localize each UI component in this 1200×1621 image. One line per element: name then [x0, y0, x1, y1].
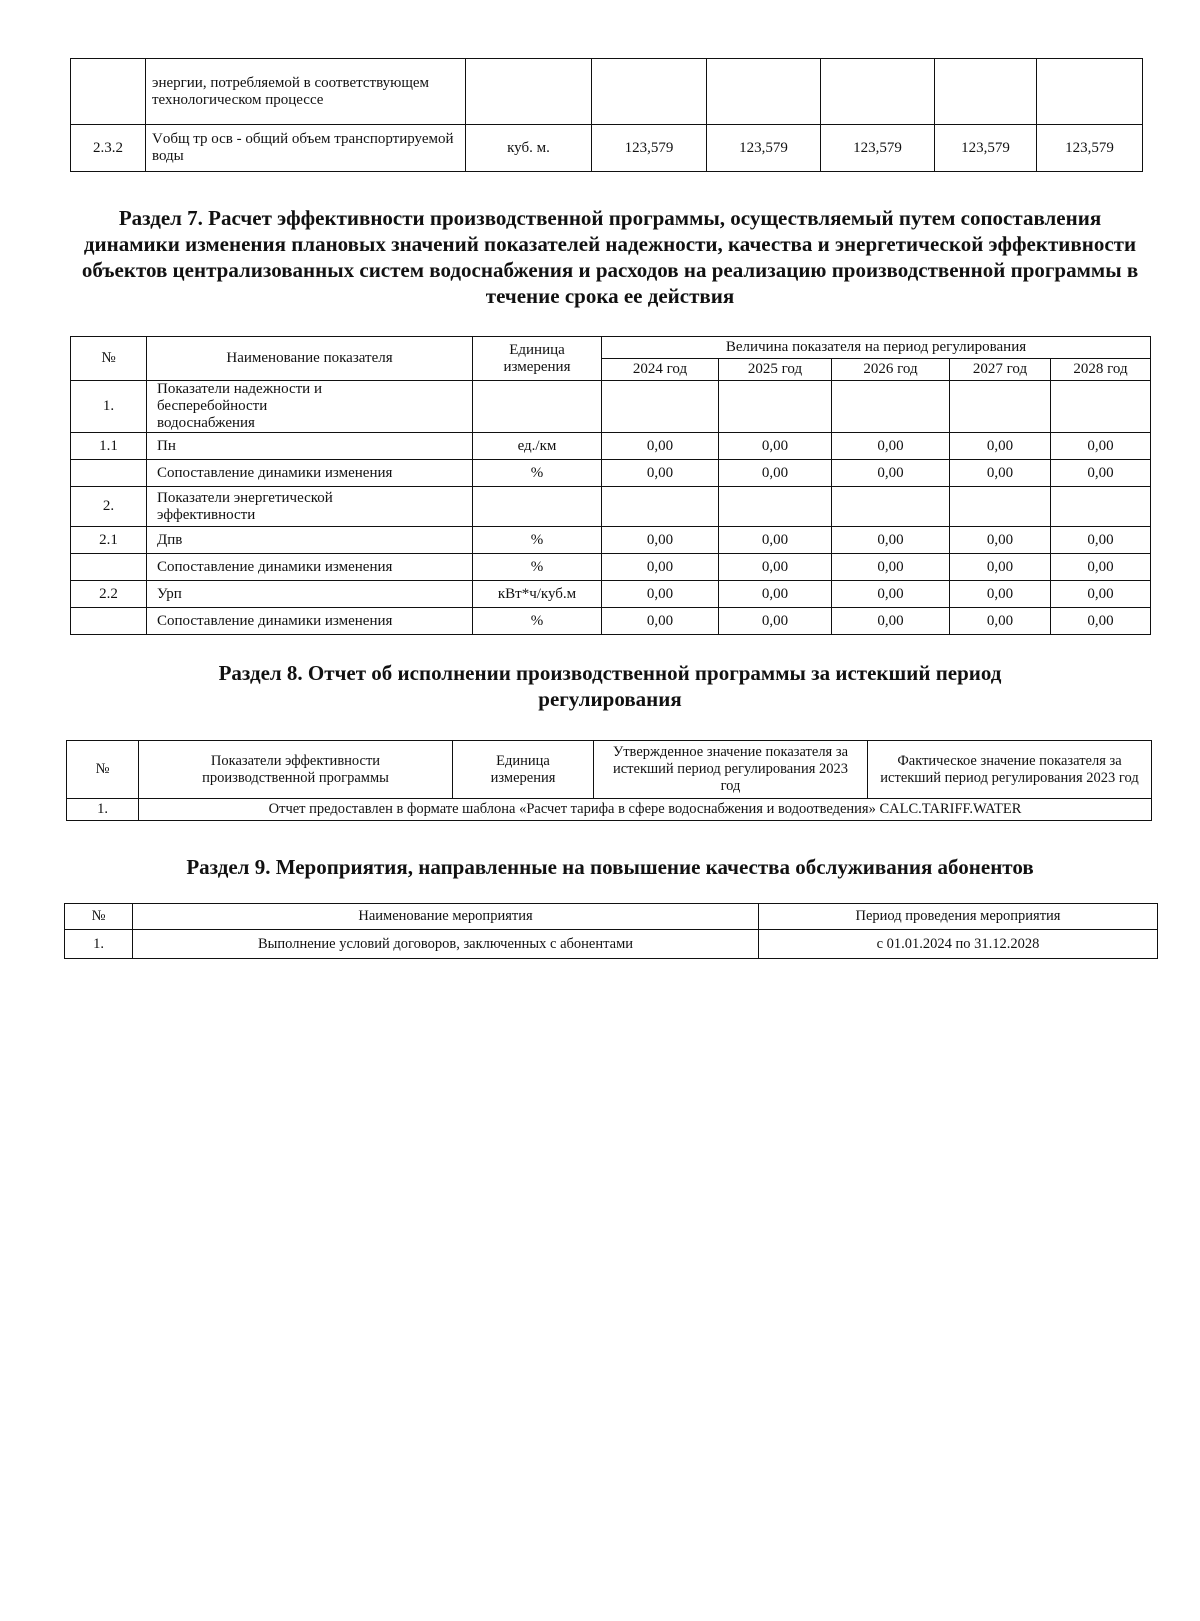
row-number: 1. [67, 799, 139, 821]
row-value: 123,579 [935, 125, 1037, 172]
row-name: Сопоставление динамики изменения [147, 460, 473, 487]
row-value [602, 487, 719, 527]
table-row [71, 125, 1143, 172]
row-value: 0,00 [602, 527, 719, 554]
table-row [71, 460, 1151, 487]
table-row [71, 608, 1151, 635]
col-header-unit: Единица измерения [473, 337, 602, 381]
section-7-table [70, 336, 1151, 635]
row-number: 2. [71, 487, 147, 527]
row-value: 0,00 [1051, 608, 1151, 635]
row-value: 123,579 [592, 125, 707, 172]
col-header-num: № [65, 904, 133, 930]
section-9-table [64, 903, 1158, 959]
continuation-table [70, 58, 1143, 172]
row-name: Пн [147, 433, 473, 460]
row-value: 0,00 [719, 581, 832, 608]
col-header-name: Наименование мероприятия [133, 904, 759, 930]
table-row [65, 930, 1158, 959]
section-7-title: Раздел 7. Расчет эффективности производственной программы, осуществляемый путем сопоставления динамики изменения плановых значений показателей надежности, качества и энергетической эффективности объектов централизованных систем водоснабжения и расходов на реализацию производственной программы в течение срока ее действия [81, 206, 1139, 308]
section-8-title: Раздел 8. Отчет об исполнении производственной программы за истекший период регулирования [218, 661, 1002, 711]
row-value: 0,00 [719, 554, 832, 581]
col-header-unit: Единица измерения [453, 741, 594, 799]
table-row [71, 527, 1151, 554]
row-value [1051, 487, 1151, 527]
row-value [821, 59, 935, 125]
row-number: 1. [65, 930, 133, 959]
col-header-period: Величина показателя на период регулирования [602, 337, 1151, 359]
col-header-name: Показатели эффективности производственной программы [139, 741, 453, 799]
row-unit: % [473, 608, 602, 635]
row-name: Дпв [147, 527, 473, 554]
table-row [71, 487, 1151, 527]
row-value: 0,00 [832, 554, 950, 581]
row-value: 0,00 [1051, 433, 1151, 460]
row-value: 0,00 [719, 527, 832, 554]
col-header-year: 2028 год [1051, 359, 1151, 381]
row-value: 0,00 [832, 608, 950, 635]
col-header-year: 2024 год [602, 359, 719, 381]
row-value: 0,00 [1051, 460, 1151, 487]
col-header-name: Наименование показателя [147, 337, 473, 381]
row-unit: % [473, 527, 602, 554]
row-value: 123,579 [821, 125, 935, 172]
row-value [719, 487, 832, 527]
row-name: Выполнение условий договоров, заключенных с абонентами [133, 930, 759, 959]
col-header-actual: Фактическое значение показателя за истекший период регулирования 2023 год [868, 741, 1152, 799]
row-value: 0,00 [832, 527, 950, 554]
row-value [1051, 381, 1151, 433]
table-row [71, 433, 1151, 460]
col-header-num: № [71, 337, 147, 381]
row-unit: кВт*ч/куб.м [473, 581, 602, 608]
row-value [719, 381, 832, 433]
row-name: Показатели энергетической эффективности [147, 487, 473, 527]
row-unit [466, 59, 592, 125]
row-value: 0,00 [950, 460, 1051, 487]
row-number: 1.1 [71, 433, 147, 460]
table-row [71, 554, 1151, 581]
row-name: Сопоставление динамики изменения [147, 554, 473, 581]
row-value [707, 59, 821, 125]
table-row [71, 381, 1151, 433]
report-note: Отчет предоставлен в формате шаблона «Расчет тарифа в сфере водоснабжения и водоотведения» CALC.TARIFF.WATER [139, 799, 1152, 821]
row-number [71, 554, 147, 581]
row-value [950, 381, 1051, 433]
row-value: 0,00 [602, 433, 719, 460]
col-header-num: № [67, 741, 139, 799]
header-row [67, 741, 1152, 799]
row-name: энергии, потребляемой в соответствующем технологическом процессе [146, 59, 466, 125]
row-number [71, 59, 146, 125]
row-period: с 01.01.2024 по 31.12.2028 [759, 930, 1158, 959]
row-number: 2.1 [71, 527, 147, 554]
row-value: 0,00 [602, 554, 719, 581]
row-value: 0,00 [1051, 527, 1151, 554]
row-number: 1. [71, 381, 147, 433]
table-row [67, 799, 1152, 821]
row-value: 0,00 [950, 581, 1051, 608]
col-header-year: 2025 год [719, 359, 832, 381]
row-value: 0,00 [832, 581, 950, 608]
row-value [935, 59, 1037, 125]
row-value: 0,00 [719, 433, 832, 460]
row-name: Vобщ тр осв - общий объем транспортируемой воды [146, 125, 466, 172]
row-value [592, 59, 707, 125]
row-value: 123,579 [1037, 125, 1143, 172]
row-value: 0,00 [832, 433, 950, 460]
section-9-title: Раздел 9. Мероприятия, направленные на повышение качества обслуживания абонентов [186, 855, 1034, 879]
row-unit: % [473, 554, 602, 581]
row-number: 2.2 [71, 581, 147, 608]
row-value: 0,00 [602, 608, 719, 635]
row-unit [473, 381, 602, 433]
row-number [71, 608, 147, 635]
row-value: 0,00 [602, 460, 719, 487]
row-number [71, 460, 147, 487]
col-header-year: 2026 год [832, 359, 950, 381]
section-8-table [66, 740, 1152, 821]
table-row [71, 59, 1143, 125]
header-row [65, 904, 1158, 930]
col-header-period: Период проведения мероприятия [759, 904, 1158, 930]
row-name: Сопоставление динамики изменения [147, 608, 473, 635]
row-value [602, 381, 719, 433]
row-number: 2.3.2 [71, 125, 146, 172]
row-unit [473, 487, 602, 527]
row-value: 0,00 [950, 433, 1051, 460]
table-row [71, 581, 1151, 608]
row-value: 0,00 [719, 608, 832, 635]
row-unit: куб. м. [466, 125, 592, 172]
row-value [1037, 59, 1143, 125]
row-value [832, 381, 950, 433]
row-value: 0,00 [832, 460, 950, 487]
row-value: 0,00 [719, 460, 832, 487]
row-value [950, 487, 1051, 527]
row-value: 0,00 [602, 581, 719, 608]
col-header-approved: Утвержденное значение показателя за истекший период регулирования 2023 год [594, 741, 868, 799]
row-value: 0,00 [950, 554, 1051, 581]
row-value: 0,00 [950, 608, 1051, 635]
row-value: 123,579 [707, 125, 821, 172]
row-unit: ед./км [473, 433, 602, 460]
row-name: Показатели надежности и бесперебойности водоснабжения [147, 381, 473, 433]
row-name: Урп [147, 581, 473, 608]
col-header-year: 2027 год [950, 359, 1051, 381]
row-value: 0,00 [1051, 581, 1151, 608]
row-value [832, 487, 950, 527]
row-unit: % [473, 460, 602, 487]
header-row [71, 337, 1151, 359]
row-value: 0,00 [950, 527, 1051, 554]
row-value: 0,00 [1051, 554, 1151, 581]
